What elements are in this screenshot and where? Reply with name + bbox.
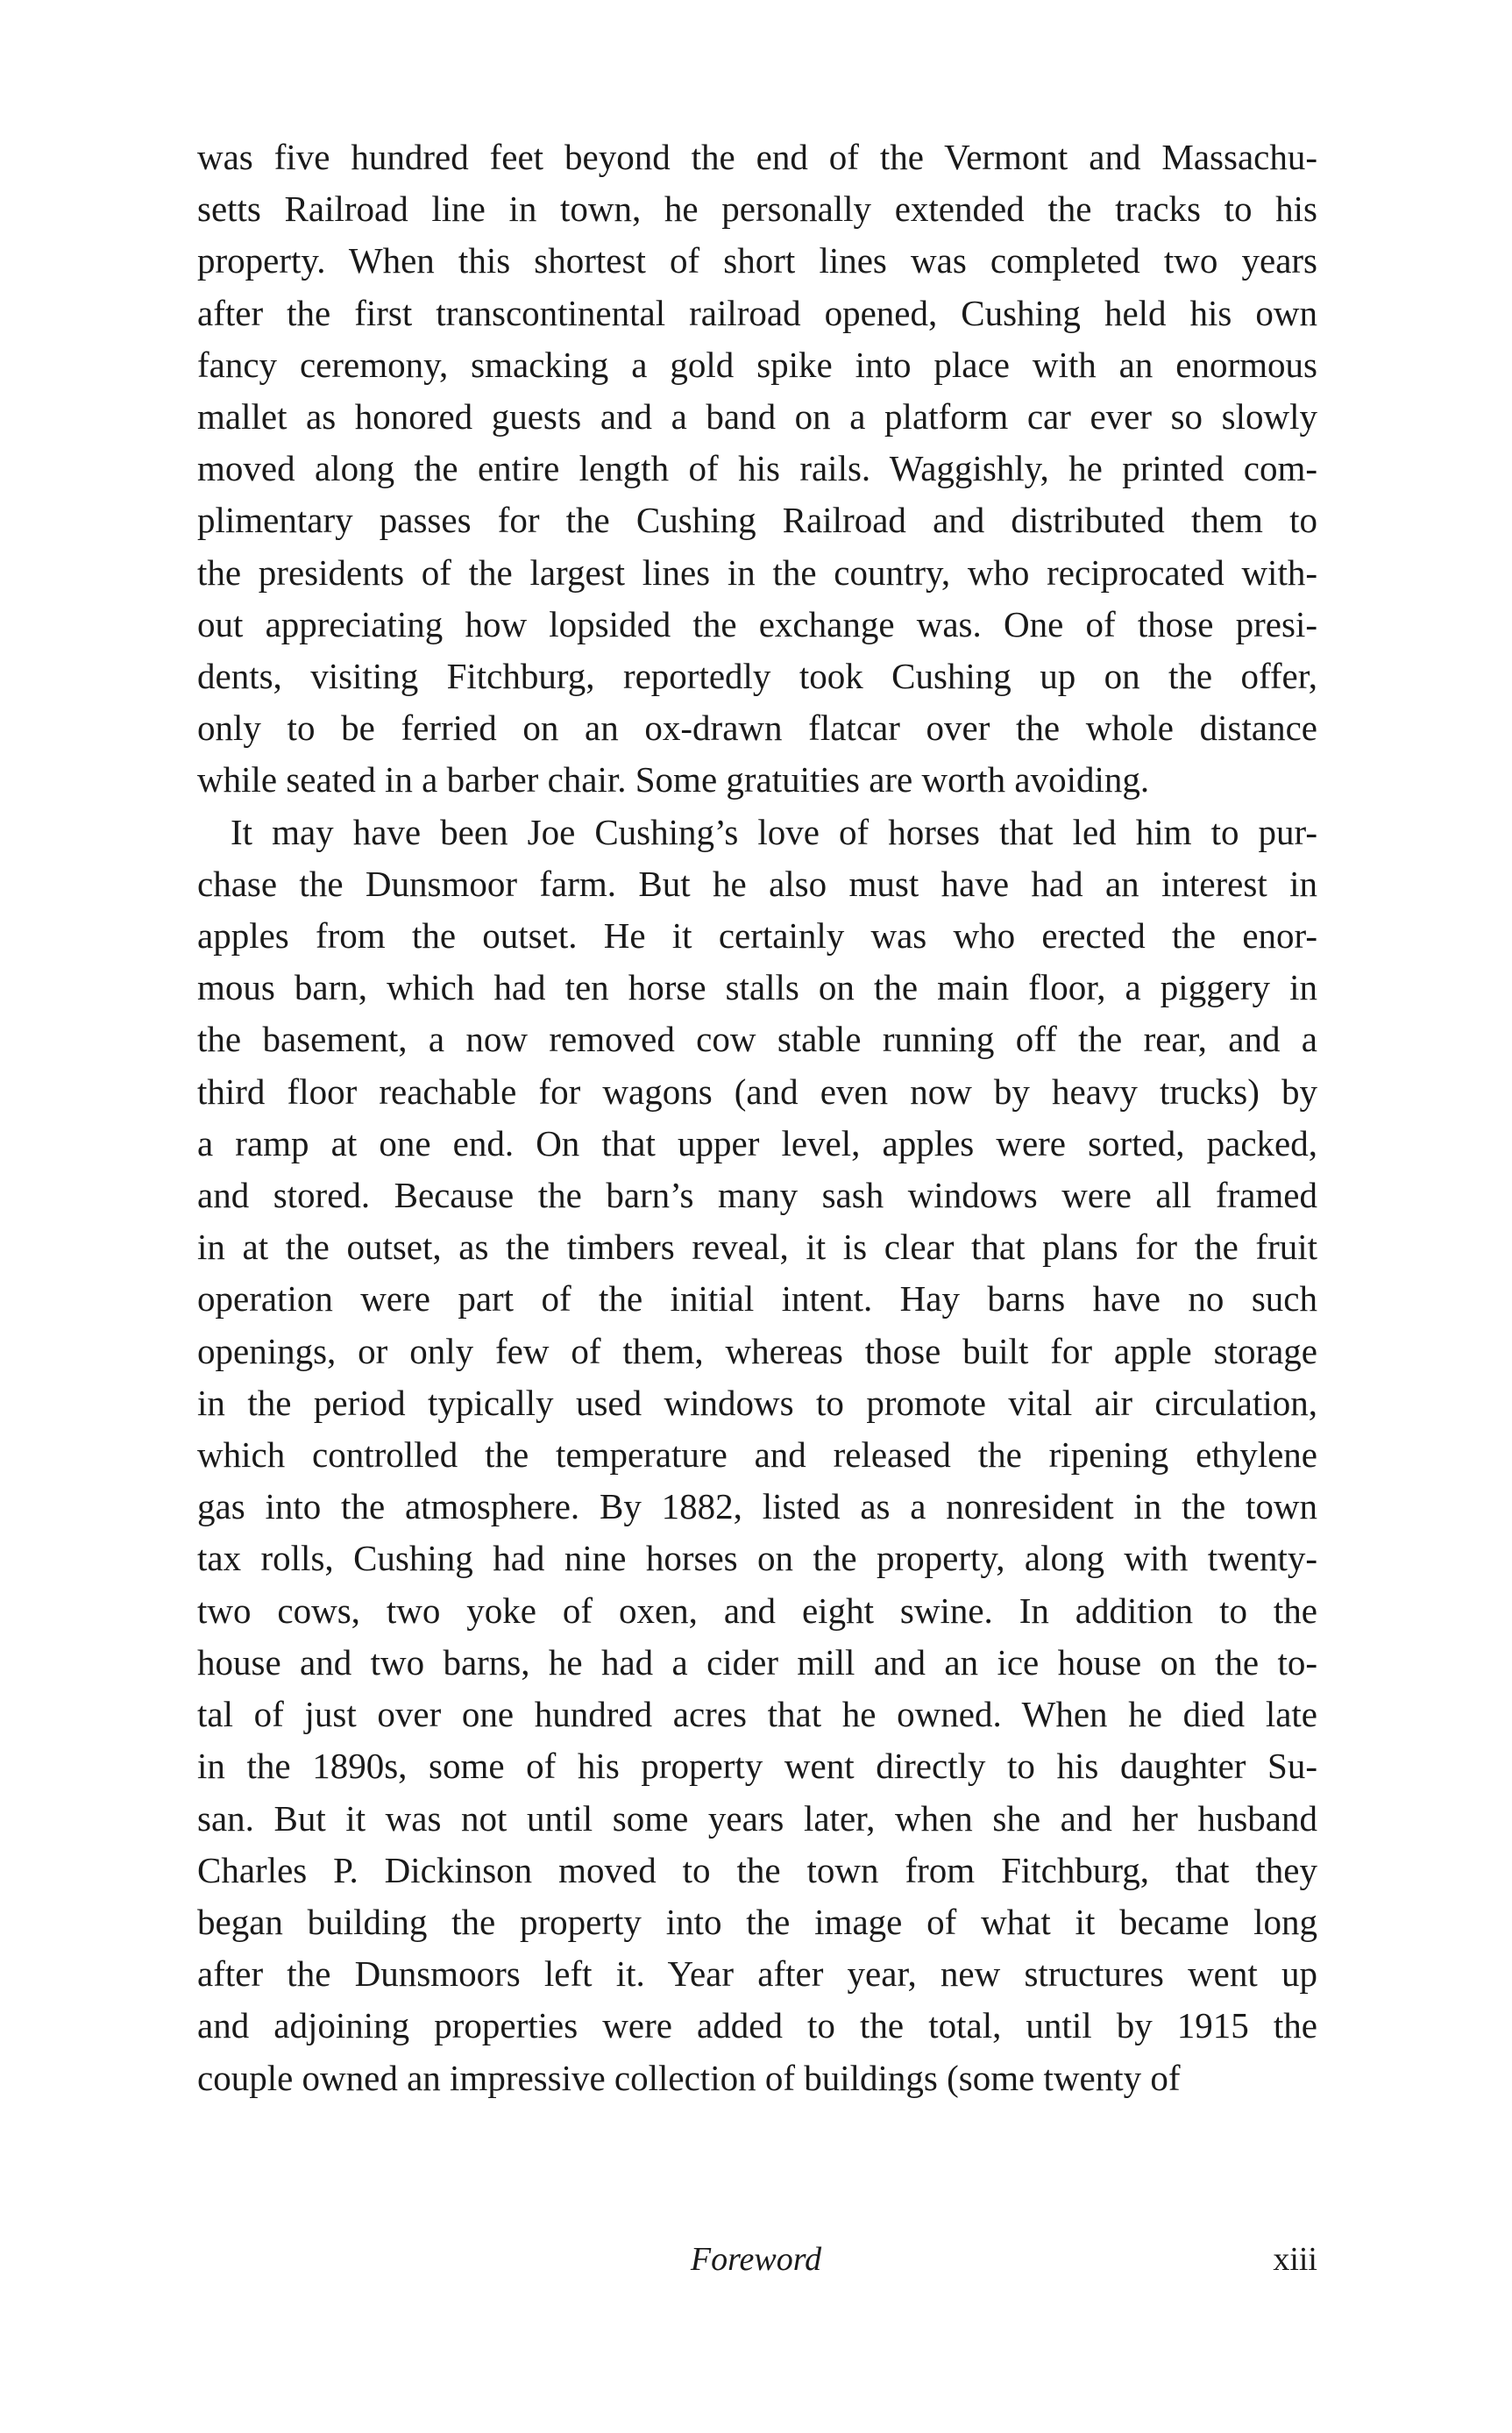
body-text (197, 132, 1317, 2104)
text-line: tax rolls, Cushing had nine horses on the property, along with twenty- (197, 1538, 1317, 1579)
text-line: fancy ceremony, smacking a gold spike into place with an enormous (197, 344, 1317, 385)
text-line: setts Railroad line in town, he personally extended the tracks to his (197, 189, 1317, 230)
text-line: only to be ferried on an ox-drawn flatcar over the whole distance (197, 708, 1317, 749)
text-line: tal of just over one hundred acres that he owned. When he died late (197, 1694, 1317, 1735)
running-footer-title: Foreword (690, 2241, 822, 2278)
text-line: Charles P. Dickinson moved to the town from Fitchburg, that they (197, 1849, 1317, 1890)
text-line: plimentary passes for the Cushing Railroad and distributed them to (197, 500, 1317, 541)
text-line: and stored. Because the barn’s many sash windows were all framed (197, 1175, 1317, 1216)
text-line: which controlled the temperature and released the ripening ethylene (197, 1434, 1317, 1476)
text-line: after the first transcontinental railroad opened, Cushing held his own (197, 292, 1317, 333)
text-line: in the period typically used windows to promote vital air circulation, (197, 1382, 1317, 1423)
text-line: operation were part of the initial intent. Hay barns have no such (197, 1278, 1317, 1320)
text-line: chase the Dunsmoor farm. But he also must have had an interest in (197, 863, 1317, 904)
text-line: the presidents of the largest lines in the country, who reciprocated with- (197, 551, 1317, 593)
paragraph-2 (197, 807, 1317, 2104)
text-line: house and two barns, he had a cider mill and an ice house on the to- (197, 1641, 1317, 1682)
text-line: mallet as honored guests and a band on a platform car ever so slowly (197, 396, 1317, 438)
text-line: property. When this shortest of short lines was completed two years (197, 240, 1317, 281)
text-line: while seated in a barber chair. Some gratuities are worth avoiding. (197, 759, 1150, 800)
text-line: It may have been Joe Cushing’s love of horses that led him to pur- (231, 811, 1317, 852)
text-line: moved along the entire length of his rails. Waggishly, he printed com- (197, 448, 1317, 489)
text-line: gas into the atmosphere. By 1882, listed as a nonresident in the town (197, 1486, 1317, 1527)
text-line: mous barn, which had ten horse stalls on the main floor, a piggery in (197, 967, 1317, 1008)
text-line: after the Dunsmoors left it. Year after year, new structures went up (197, 1953, 1317, 1995)
page-number: xiii (1273, 2241, 1317, 2278)
text-line: a ramp at one end. On that upper level, apples were sorted, packed, (197, 1122, 1317, 1163)
text-line: two cows, two yoke of oxen, and eight swine. In addition to the (197, 1590, 1317, 1631)
text-line: out appreciating how lopsided the exchange was. One of those presi- (197, 603, 1317, 644)
text-line: was five hundred feet beyond the end of the Vermont and Massachu- (197, 137, 1317, 177)
text-line: openings, or only few of them, whereas those built for apple storage (197, 1330, 1317, 1371)
text-line: san. But it was not until some years later, when she and her husband (197, 1797, 1317, 1839)
paragraph-1 (197, 132, 1317, 807)
text-line: in at the outset, as the timbers reveal, it is clear that plans for the fruit (197, 1227, 1317, 1268)
text-line: and adjoining properties were added to the total, until by 1915 the (197, 2005, 1317, 2046)
text-line: couple owned an impressive collection of buildings (some twenty of (197, 2057, 1181, 2098)
text-line: in the 1890s, some of his property went directly to his daughter Su- (197, 1746, 1317, 1787)
text-line: the basement, a now removed cow stable running off the rear, and a (197, 1019, 1317, 1060)
text-line: third floor reachable for wagons (and even now by heavy trucks) by (197, 1071, 1317, 1112)
text-line: apples from the outset. He it certainly was who erected the enor- (197, 915, 1317, 957)
text-line: dents, visiting Fitchburg, reportedly took Cushing up on the offer, (197, 656, 1317, 697)
text-line: began building the property into the image of what it became long (197, 1901, 1317, 1942)
